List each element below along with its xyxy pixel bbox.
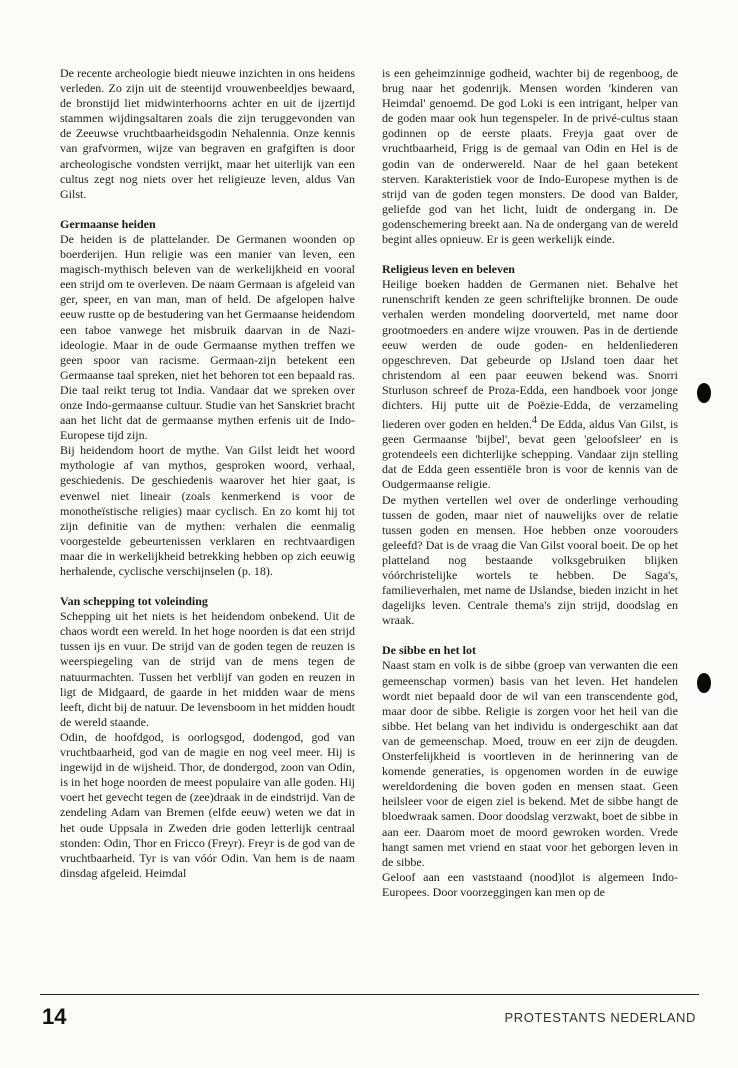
punch-hole: [697, 383, 711, 403]
section-heading: De sibbe en het lot: [382, 643, 476, 658]
body-paragraph: Bij heidendom hoort de mythe. Van Gilst leidt het woord mythologie af van mythos, gesproken woord, verhaal, geschiedenis. De geschiedenis waarover het hier gaat, is evenwel niet lineair (zoals kenmerkend is voor de monotheïstische religies) maar cyclisch. En zo komt hij tot zijn definitie van de mythen: verhalen die eenmalig voorgestelde gebeurtenissen verklaren en rechtvaardigen maar die in werkelijkheid betrekking hebben op zich eeuwig herhalende, cyclische verschijnselen (p. 18).: [60, 443, 355, 578]
intro-paragraph: De recente archeologie biedt nieuwe inzichten in ons heidens verleden. Zo zijn uit de steentijd vrouwenbeeldjes bewaard, de bronstijd liet midwinterhoorns achter en uit de ijzertijd stammen wijdingsaltaren zoals die zijn teruggevonden van de Zeeuwse vruchtbaarheidsgodin Nehalennia. Onze kennis van grafvormen, wijze van begraven en grafgiften is door archeologische vondsten verrijkt, maar het uiterlijk van een cultus zegt nog niets over het religieuze leven, aldus Van Gilst.: [60, 66, 355, 201]
section-heading: Van schepping tot voleinding: [60, 594, 208, 609]
body-paragraph: is een geheimzinnige godheid, wachter bij de regenboog, de brug naar het godenrijk. Mensen worden 'kinderen van Heimdal' genoemd. De god Loki is een intrigant, helper van de goden maar ook hun tegenspeler. In de privé-cultus staan godinnen op de eerste plaats. Freyja gaat over de vruchtbaarheid, Frigg is de gemaal van Odin en Hel is de godin van de onderwereld. Naar de hel gaan betekent sterven. Karakteristiek voor de Indo-Europese mythen is de strijd van de goden tegen monsters. De dood van Balder, geliefde god van het licht, luidt de ondergang in. De godenschemering breekt aan. Na de ondergang van de wereld begint alles opnieuw. Er is geen werkelijk einde.: [382, 66, 678, 247]
body-paragraph: De mythen vertellen wel over de onderlinge verhouding tussen de goden, maar niet of nauwelijks over de relatie tussen goden en mensen. Hoe hebben onze voorouders geleefd? Dat is de vraag die Van Gilst vooral boeit. De op het platteland nog bestaande volksgebruiken blijken vóórchristelijke wortels te hebben. De Saga's, familieverhalen, met name de IJslandse, bieden inzicht in het dagelijks leven. Centrale thema's zijn strijd, doodslag en wraak.: [382, 492, 678, 628]
punch-hole: [697, 673, 711, 693]
body-paragraph: Naast stam en volk is de sibbe (groep van verwanten die een gemeenschap vormen) basis van het leven. Het handelen wordt niet bepaald door de wil van een transcendente god, maar door de sibbe. Religie is zorgen voor het heil van die sibbe. Het belang van het individu is ondergeschikt aan dat van de gemeenschap. Moed, trouw en eer zijn de deugden. Onsterfelijkheid is voortleven in de herinnering van de komende generaties, is opgenomen worden in de euwige wereldordening die boven goden en mensen staat. Geen heilsleer voor de eigen ziel is bekend. Met de sibbe hangt de bloedwraak samen. Door doodslag verzwakt, boet de sibbe in aan eer. Daarom moet de moord gewroken worden. Vrede hangt samen met vriend en staat voor het geborgen leven in de sibbe.: [382, 658, 678, 869]
journal-name: PROTESTANTS NEDERLAND: [504, 1010, 696, 1025]
body-paragraph: Odin, de hoofdgod, is oorlogsgod, dodengod, god van vruchtbaarheid, god van de magie en nog veel meer. Hij is ingewijd in de wijsheid. Thor, de dondergod, zoon van Odin, is in het hoge noorden de meest populaire van alle goden. Hij voert het gevecht tegen de (zee)draak in de eindstrijd. Van de zendeling Adam van Bremen (elfde eeuw) weten we dat in het oude Uppsala in Zweden drie goden letterlijk centraal stonden: Odin, Thor en Fricco (Freyr). Freyr is de god van de vruchtbaarheid. Tyr is van vóór Odin. Van hem is de naam dinsdag afgeleid. Heimdal: [60, 729, 355, 880]
paragraph-text: Heilige boeken hadden de Germanen niet. Behalve het runenschrift kenden ze geen schriftelijke bronnen. De oude verhalen werden mondeling doorverteld, met name door grootmoeders en andere wijze vrouwen. Pas in de dertiende eeuw werden de oude goden- en heldenliederen opgeschreven. Dat gebeurde op IJsland toen daar het christendom al een paar eeuwen bekend was. Snorri Sturluson schreef de Proza-Edda, een handboek voor jonge dichters. Hij putte uit de Poëzie-Edda, de verzameling liederen over goden en helden.: [382, 277, 678, 432]
paragraph-text: De Edda, aldus Van Gilst, is geen Germaanse 'bijbel', bevat geen 'geloofsleer' en is grotendeels een dichterlijke schepping. Vandaar zijn stelling dat de Edda geen essentiële bron is voor de kennis van de Oudgermaanse religie.: [382, 417, 678, 492]
right-column: [382, 66, 678, 900]
footnote-reference[interactable]: 4: [531, 415, 537, 427]
body-paragraph: Schepping uit het niets is het heidendom onbekend. Uit de chaos wordt een wereld. In het hoge noorden is dat een strijd tussen ijs en vuur. De strijd van de goden tegen de reuzen is weerspiegeling van de strijd van de mens tegen de natuurmachten. Tussen het verblijf van goden en reuzen in ligt de Midgaard, de gaarde in het midden waar de mens leeft, dicht bij de natuur. De levensboom in het midden houdt de wereld staande.: [60, 609, 355, 729]
left-column: [60, 66, 355, 881]
page-number: 14: [42, 1004, 67, 1029]
section-heading: Germaanse heiden: [60, 216, 156, 231]
body-paragraph: [382, 277, 678, 492]
body-paragraph: Geloof aan een vaststaand (nood)lot is algemeen Indo-Europees. Door voorzeggingen kan men op de: [382, 869, 678, 899]
footer-divider: [40, 994, 699, 995]
body-paragraph: De heiden is de plattelander. De Germanen woonden op boerderijen. Hun religie was een manier van leven, een magisch-mythisch beleven van de werkelijkheid en vooral een strijd om te overleven. De naam Germaan is afgeleid van ger, speer, en van man, man of held. De afgelopen halve eeuw rustte op de bestudering van het Germaanse heidendom een taboe vanwege het misbruik daarvan in de Nazi-ideologie. Maar in de oude Germaanse mythen treffen we geen spoor van racisme. Germaan-zijn betekent een Germaanse taal spreken, niet het behoren tot een bepaald ras. Die taal reikt terug tot India. Vandaar dat we spreken over onze Indo-germaanse cultuur. Studie van het Sanskriet bracht aan het licht dat de germaanse mythen erfenis uit de Indo-Europese tijd zijn.: [60, 231, 355, 443]
section-heading: Religieus leven en beleven: [382, 262, 515, 277]
